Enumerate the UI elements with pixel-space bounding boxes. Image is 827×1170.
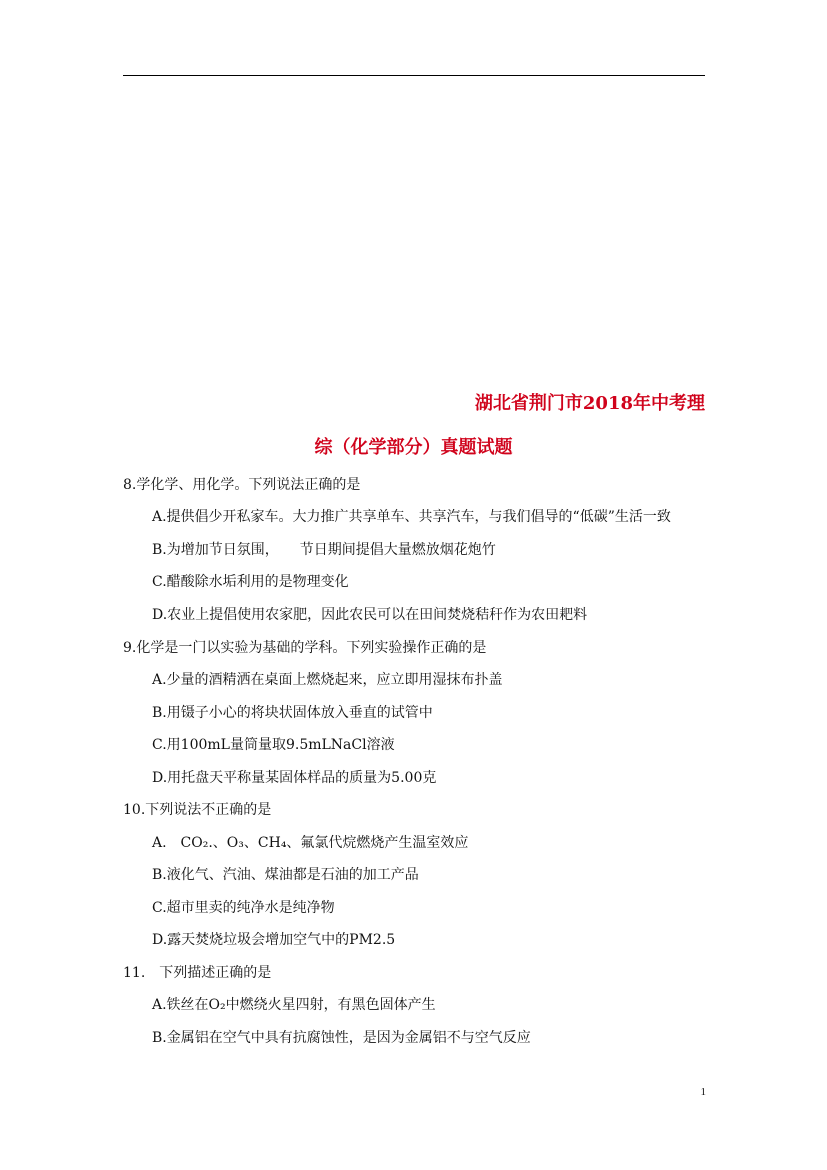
question-10-option-a: A. CO₂.、O₃、CH₄、氟氯代烷燃烧产生温室效应	[152, 835, 469, 851]
page-number: 1	[700, 1086, 706, 1098]
question-11-option-a: A.铁丝在O₂中燃绕火星四射，有黑色固体产生	[152, 997, 436, 1013]
question-9-option-b: B.用镊子小心的将块状固体放入垂直的试管中	[152, 705, 433, 721]
question-8-stem: 8.学化学、用化学。下列说法正确的是	[123, 477, 361, 493]
question-8-option-a: A.提供倡少开私家车。大力推广共享单车、共享汽车，与我们倡导的“低碳”生活一致	[152, 509, 671, 525]
document-title-line-2: 综（化学部分）真题试题	[314, 437, 513, 458]
question-9-stem: 9.化学是一门以实验为基础的学科。下列实验操作正确的是	[123, 640, 487, 656]
header-rule	[123, 75, 705, 76]
question-9-option-c: C.用100mL量筒量取9.5mLNaCl溶液	[152, 737, 395, 753]
question-9-option-a: A.少量的酒精洒在桌面上燃烧起来，应立即用湿抹布扑盖	[152, 672, 503, 688]
question-11-stem: 11. 下列描述正确的是	[123, 965, 272, 981]
question-8-option-b: B.为增加节日氛围， 节日期间提倡大量燃放烟花炮竹	[152, 542, 496, 558]
document-title-line-1: 湖北省荆门市2018年中考理	[474, 393, 705, 414]
question-9-option-d: D.用托盘天平称量某固体样品的质量为5.00克	[152, 770, 437, 786]
question-10-stem: 10.下列说法不正确的是	[123, 802, 272, 818]
question-10-option-b: B.液化气、汽油、煤油都是石油的加工产品	[152, 867, 419, 883]
question-8-option-d: D.农业上提倡使用农家肥，因此农民可以在田间焚烧秸秆作为农田耙料	[152, 607, 588, 623]
question-10-option-d: D.露天焚烧垃圾会增加空气中的PM2.5	[152, 932, 396, 948]
question-11-option-b: B.金属铝在空气中具有抗腐蚀性，是因为金属铝不与空气反应	[152, 1030, 531, 1046]
question-10-option-c: C.超市里卖的纯净水是纯净物	[152, 900, 335, 916]
question-8-option-c: C.醋酸除水垢利用的是物理变化	[152, 574, 349, 590]
